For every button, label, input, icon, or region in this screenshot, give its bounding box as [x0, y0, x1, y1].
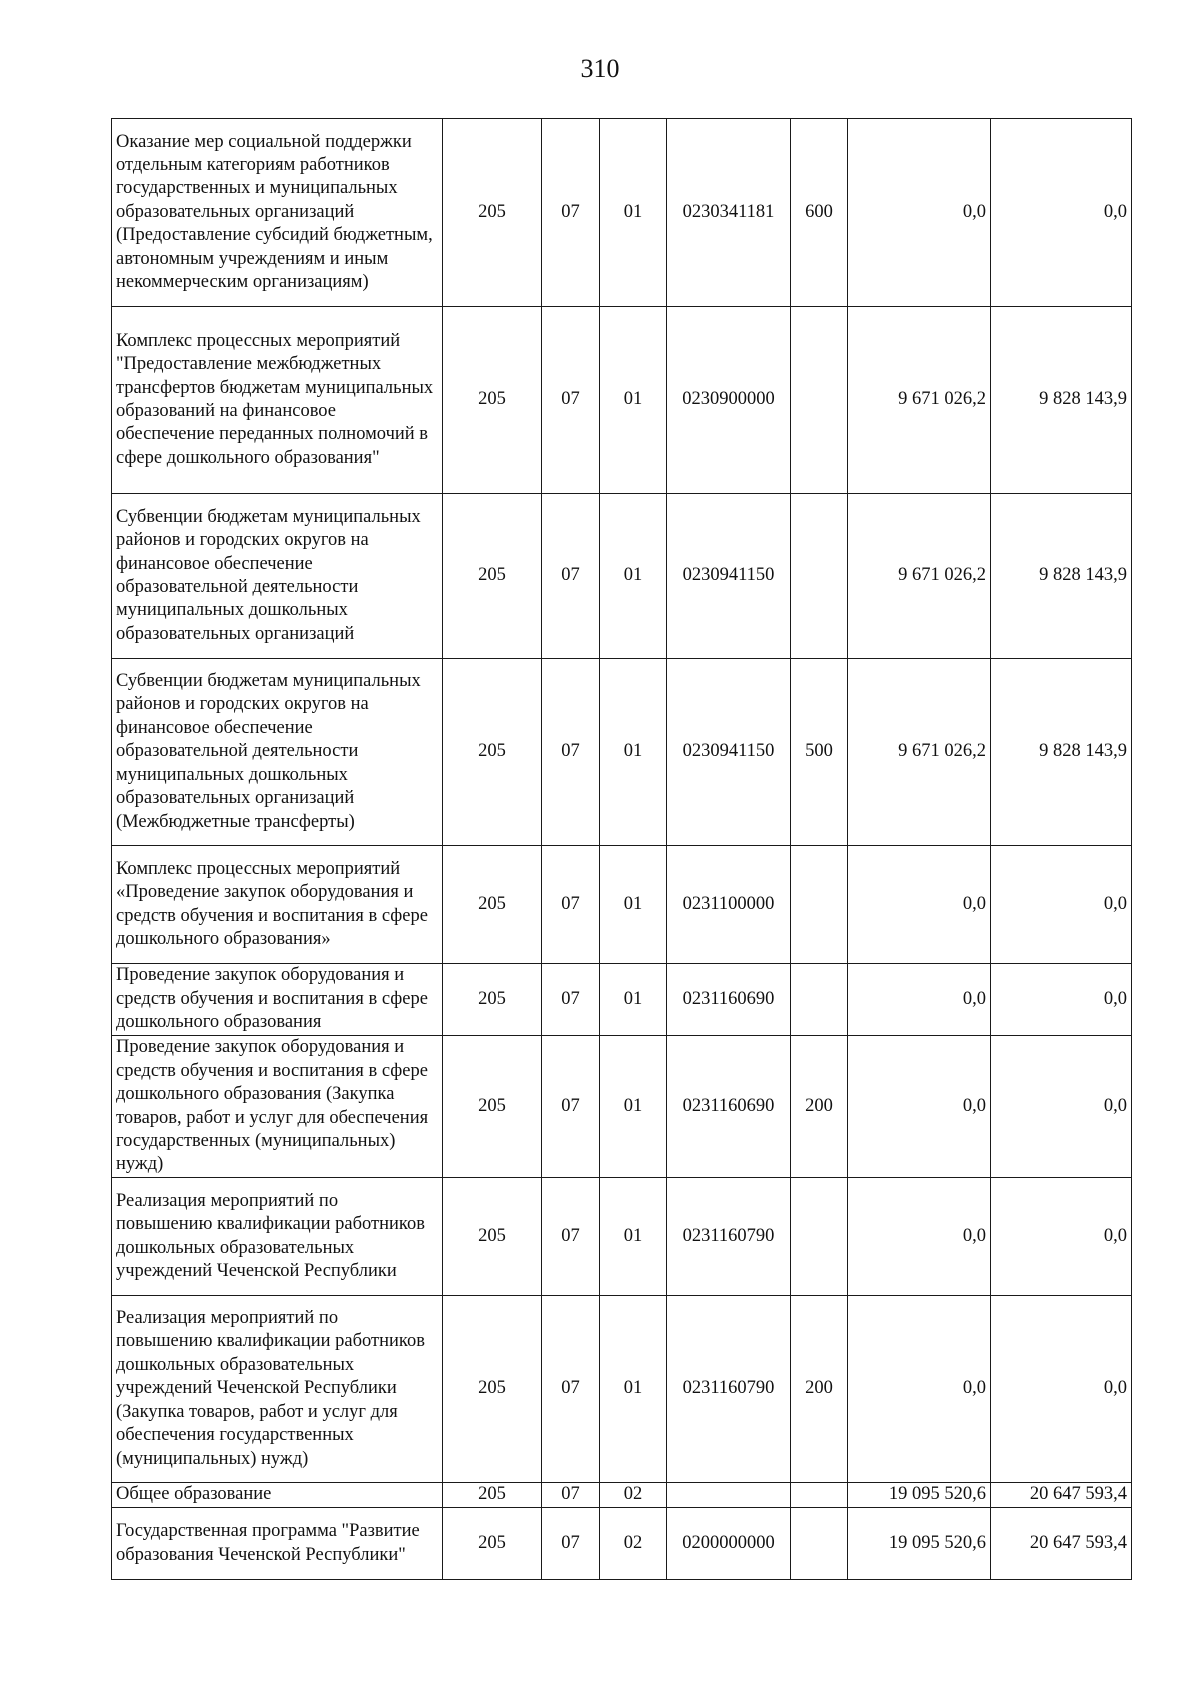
- table-row: [112, 494, 1132, 659]
- target-article: 0230900000: [667, 307, 791, 494]
- amount-year-2: 9 828 143,9: [991, 659, 1132, 846]
- target-article: 0231160690: [667, 964, 791, 1036]
- amount-year-1: 9 671 026,2: [848, 494, 991, 659]
- ministry-code: 205: [443, 119, 542, 307]
- expense-type: [791, 1178, 848, 1296]
- section-code: 07: [542, 119, 600, 307]
- section-code: 07: [542, 1483, 600, 1508]
- page-number: 310: [580, 54, 620, 83]
- row-name: Общее образование: [112, 1483, 443, 1508]
- section-code: 07: [542, 659, 600, 846]
- target-article: [667, 1483, 791, 1508]
- expense-type: [791, 1483, 848, 1508]
- section-code: 07: [542, 846, 600, 964]
- amount-year-1: 0,0: [848, 119, 991, 307]
- budget-table: [111, 118, 1132, 1580]
- subsection-code: 02: [600, 1483, 667, 1508]
- table-row: [112, 119, 1132, 307]
- expense-type: 200: [791, 1036, 848, 1178]
- subsection-code: 01: [600, 494, 667, 659]
- expense-type: [791, 1508, 848, 1580]
- amount-year-1: 0,0: [848, 1178, 991, 1296]
- table-row: [112, 964, 1132, 1036]
- row-name: Государственная программа "Развитие образования Чеченской Республики": [112, 1508, 443, 1580]
- expense-type: 500: [791, 659, 848, 846]
- subsection-code: 01: [600, 846, 667, 964]
- amount-year-1: 19 095 520,6: [848, 1483, 991, 1508]
- ministry-code: 205: [443, 1036, 542, 1178]
- row-name: Реализация мероприятий по повышению квалификации работников дошкольных образовательных учреждений Чеченской Республики (Закупка товаров, работ и услуг для обеспечения государственных (муниципальных) нужд): [112, 1296, 443, 1483]
- target-article: 0231160790: [667, 1296, 791, 1483]
- ministry-code: 205: [443, 1508, 542, 1580]
- amount-year-2: 0,0: [991, 1178, 1132, 1296]
- row-name: Реализация мероприятий по повышению квалификации работников дошкольных образовательных учреждений Чеченской Республики: [112, 1178, 443, 1296]
- amount-year-1: 0,0: [848, 1296, 991, 1483]
- expense-type: 200: [791, 1296, 848, 1483]
- table-row: [112, 1483, 1132, 1508]
- subsection-code: 01: [600, 119, 667, 307]
- table-row: [112, 659, 1132, 846]
- amount-year-2: 20 647 593,4: [991, 1483, 1132, 1508]
- amount-year-2: 20 647 593,4: [991, 1508, 1132, 1580]
- table-row: [112, 1508, 1132, 1580]
- target-article: 0231100000: [667, 846, 791, 964]
- table-row: [112, 1178, 1132, 1296]
- ministry-code: 205: [443, 1178, 542, 1296]
- row-name: Проведение закупок оборудования и средств обучения и воспитания в сфере дошкольного образования (Закупка товаров, работ и услуг для обеспечения государственных (муниципальных) нужд): [112, 1036, 443, 1178]
- section-code: 07: [542, 307, 600, 494]
- amount-year-1: 0,0: [848, 846, 991, 964]
- target-article: 0200000000: [667, 1508, 791, 1580]
- ministry-code: 205: [443, 964, 542, 1036]
- ministry-code: 205: [443, 494, 542, 659]
- section-code: 07: [542, 964, 600, 1036]
- ministry-code: 205: [443, 846, 542, 964]
- amount-year-1: 0,0: [848, 964, 991, 1036]
- amount-year-1: 19 095 520,6: [848, 1508, 991, 1580]
- section-code: 07: [542, 1178, 600, 1296]
- amount-year-2: 0,0: [991, 119, 1132, 307]
- ministry-code: 205: [443, 307, 542, 494]
- expense-type: 600: [791, 119, 848, 307]
- ministry-code: 205: [443, 1483, 542, 1508]
- table-row: [112, 307, 1132, 494]
- subsection-code: 01: [600, 1178, 667, 1296]
- target-article: 0231160790: [667, 1178, 791, 1296]
- subsection-code: 01: [600, 659, 667, 846]
- target-article: 0230941150: [667, 659, 791, 846]
- expense-type: [791, 494, 848, 659]
- amount-year-2: 9 828 143,9: [991, 494, 1132, 659]
- amount-year-1: 9 671 026,2: [848, 659, 991, 846]
- subsection-code: 02: [600, 1508, 667, 1580]
- target-article: 0231160690: [667, 1036, 791, 1178]
- amount-year-2: 0,0: [991, 1036, 1132, 1178]
- expense-type: [791, 846, 848, 964]
- row-name: Проведение закупок оборудования и средств обучения и воспитания в сфере дошкольного образования: [112, 964, 443, 1036]
- target-article: 0230941150: [667, 494, 791, 659]
- ministry-code: 205: [443, 1296, 542, 1483]
- subsection-code: 01: [600, 307, 667, 494]
- row-name: Оказание мер социальной поддержки отдельным категориям работников государственных и муниципальных образовательных организаций (Предоставление субсидий бюджетным, автономным учреждениям и иным некоммерческим организациям): [112, 119, 443, 307]
- expense-type: [791, 964, 848, 1036]
- subsection-code: 01: [600, 1296, 667, 1483]
- subsection-code: 01: [600, 964, 667, 1036]
- row-name: Субвенции бюджетам муниципальных районов и городских округов на финансовое обеспечение образовательной деятельности муниципальных дошкольных образовательных организаций (Межбюджетные трансферты): [112, 659, 443, 846]
- expense-type: [791, 307, 848, 494]
- amount-year-2: 9 828 143,9: [991, 307, 1132, 494]
- row-name: Комплекс процессных мероприятий "Предоставление межбюджетных трансфертов бюджетам муниципальных образований на финансовое обеспечение переданных полномочий в сфере дошкольного образования": [112, 307, 443, 494]
- row-name: Комплекс процессных мероприятий «Проведение закупок оборудования и средств обучения и воспитания в сфере дошкольного образования»: [112, 846, 443, 964]
- section-code: 07: [542, 1508, 600, 1580]
- section-code: 07: [542, 1036, 600, 1178]
- amount-year-2: 0,0: [991, 846, 1132, 964]
- target-article: 0230341181: [667, 119, 791, 307]
- amount-year-2: 0,0: [991, 964, 1132, 1036]
- table-row: [112, 1036, 1132, 1178]
- section-code: 07: [542, 1296, 600, 1483]
- amount-year-1: 9 671 026,2: [848, 307, 991, 494]
- amount-year-1: 0,0: [848, 1036, 991, 1178]
- table-row: [112, 1296, 1132, 1483]
- row-name: Субвенции бюджетам муниципальных районов и городских округов на финансовое обеспечение образовательной деятельности муниципальных дошкольных образовательных организаций: [112, 494, 443, 659]
- ministry-code: 205: [443, 659, 542, 846]
- section-code: 07: [542, 494, 600, 659]
- subsection-code: 01: [600, 1036, 667, 1178]
- amount-year-2: 0,0: [991, 1296, 1132, 1483]
- table-row: [112, 846, 1132, 964]
